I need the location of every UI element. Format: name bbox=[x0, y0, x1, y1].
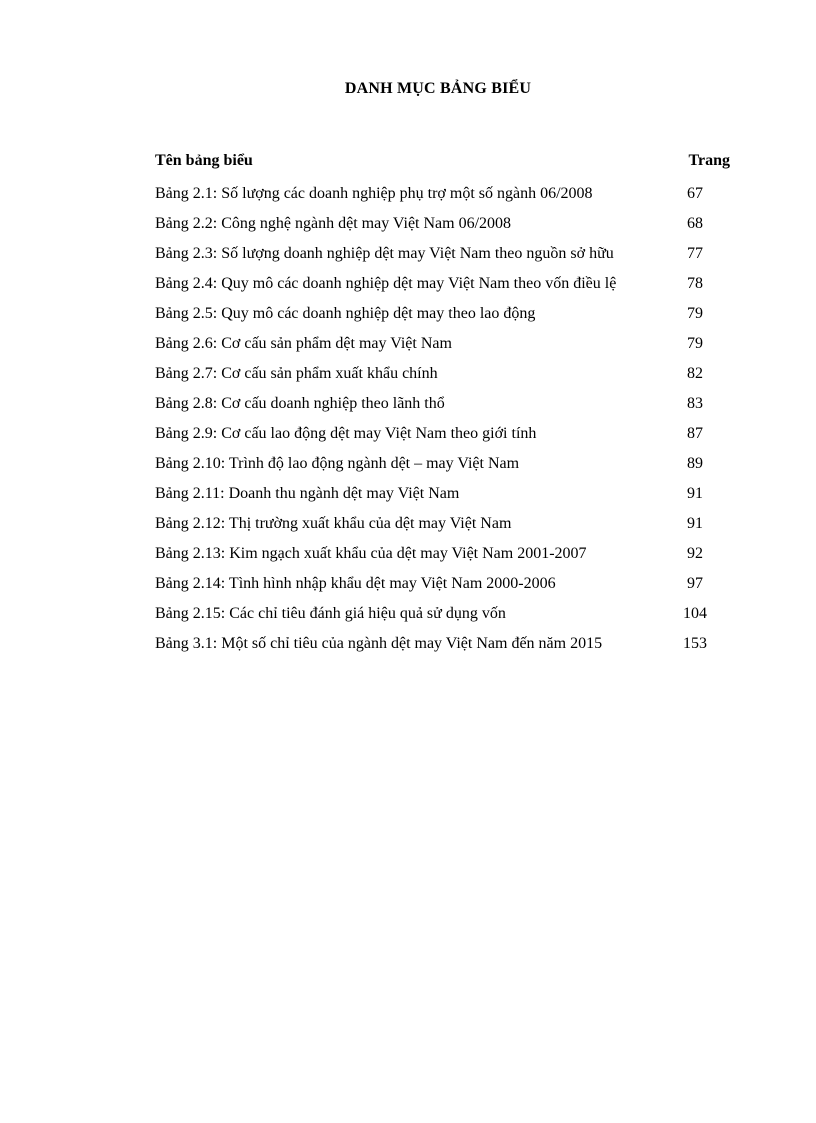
list-item bbox=[155, 483, 730, 513]
header-name-column: Tên bảng biểu bbox=[155, 152, 253, 169]
entry-label: Bảng 2.6: Cơ cấu sản phẩm dệt may Việt Nam bbox=[155, 335, 452, 352]
list-item bbox=[155, 633, 730, 663]
page-title: DANH MỤC BẢNG BIỂU bbox=[344, 80, 532, 97]
list-item bbox=[155, 303, 730, 333]
entry-page: 87 bbox=[687, 425, 703, 442]
entry-label: Bảng 2.8: Cơ cấu doanh nghiệp theo lãnh thổ bbox=[155, 395, 445, 412]
entry-label: Bảng 2.14: Tình hình nhập khẩu dệt may Việt Nam 2000-2006 bbox=[155, 575, 556, 592]
list-header bbox=[155, 152, 730, 174]
entry-label: Bảng 2.11: Doanh thu ngành dệt may Việt Nam bbox=[155, 485, 460, 502]
header-page-column: Trang bbox=[688, 152, 730, 169]
entry-page: 97 bbox=[687, 575, 703, 592]
list-item bbox=[155, 423, 730, 453]
list-item bbox=[155, 333, 730, 363]
list-item bbox=[155, 393, 730, 423]
entry-label: Bảng 2.15: Các chỉ tiêu đánh giá hiệu quả sử dụng vốn bbox=[155, 605, 506, 622]
list-item bbox=[155, 573, 730, 603]
list-item bbox=[155, 513, 730, 543]
entry-label: Bảng 2.7: Cơ cấu sản phẩm xuất khẩu chính bbox=[155, 365, 438, 382]
list-item bbox=[155, 363, 730, 393]
entry-label: Bảng 2.13: Kim ngạch xuất khẩu của dệt may Việt Nam 2001-2007 bbox=[155, 545, 587, 562]
entry-page: 77 bbox=[687, 245, 703, 262]
list-item bbox=[155, 273, 730, 303]
entry-page: 68 bbox=[687, 215, 703, 232]
entry-page: 79 bbox=[687, 305, 703, 322]
list-item bbox=[155, 453, 730, 483]
list-item bbox=[155, 213, 730, 243]
entry-page: 89 bbox=[687, 455, 703, 472]
list-item bbox=[155, 183, 730, 213]
entry-label: Bảng 2.4: Quy mô các doanh nghiệp dệt may Việt Nam theo vốn điều lệ bbox=[155, 275, 617, 292]
entry-page: 78 bbox=[687, 275, 703, 292]
entry-page: 91 bbox=[687, 485, 703, 502]
entry-label: Bảng 2.5: Quy mô các doanh nghiệp dệt may theo lao động bbox=[155, 305, 536, 322]
table-of-tables-list bbox=[155, 183, 730, 663]
entry-page: 153 bbox=[683, 635, 707, 652]
entry-page: 83 bbox=[687, 395, 703, 412]
entry-page: 104 bbox=[683, 605, 707, 622]
entry-label: Bảng 2.1: Số lượng các doanh nghiệp phụ trợ một số ngành 06/2008 bbox=[155, 185, 593, 202]
entry-label: Bảng 3.1: Một số chỉ tiêu của ngành dệt may Việt Nam đến năm 2015 bbox=[155, 635, 603, 652]
entry-page: 82 bbox=[687, 365, 703, 382]
list-item bbox=[155, 243, 730, 273]
entry-label: Bảng 2.9: Cơ cấu lao động dệt may Việt Nam theo giới tính bbox=[155, 425, 537, 442]
entry-label: Bảng 2.3: Số lượng doanh nghiệp dệt may Việt Nam theo nguồn sở hữu bbox=[155, 245, 614, 262]
entry-page: 92 bbox=[687, 545, 703, 562]
list-item bbox=[155, 603, 730, 633]
entry-label: Bảng 2.2: Công nghệ ngành dệt may Việt Nam 06/2008 bbox=[155, 215, 512, 232]
entry-label: Bảng 2.10: Trình độ lao động ngành dệt – may Việt Nam bbox=[155, 455, 520, 472]
entry-page: 67 bbox=[687, 185, 703, 202]
entry-page: 91 bbox=[687, 515, 703, 532]
entry-page: 79 bbox=[687, 335, 703, 352]
entry-label: Bảng 2.12: Thị trường xuất khẩu của dệt may Việt Nam bbox=[155, 515, 512, 532]
list-item bbox=[155, 543, 730, 573]
